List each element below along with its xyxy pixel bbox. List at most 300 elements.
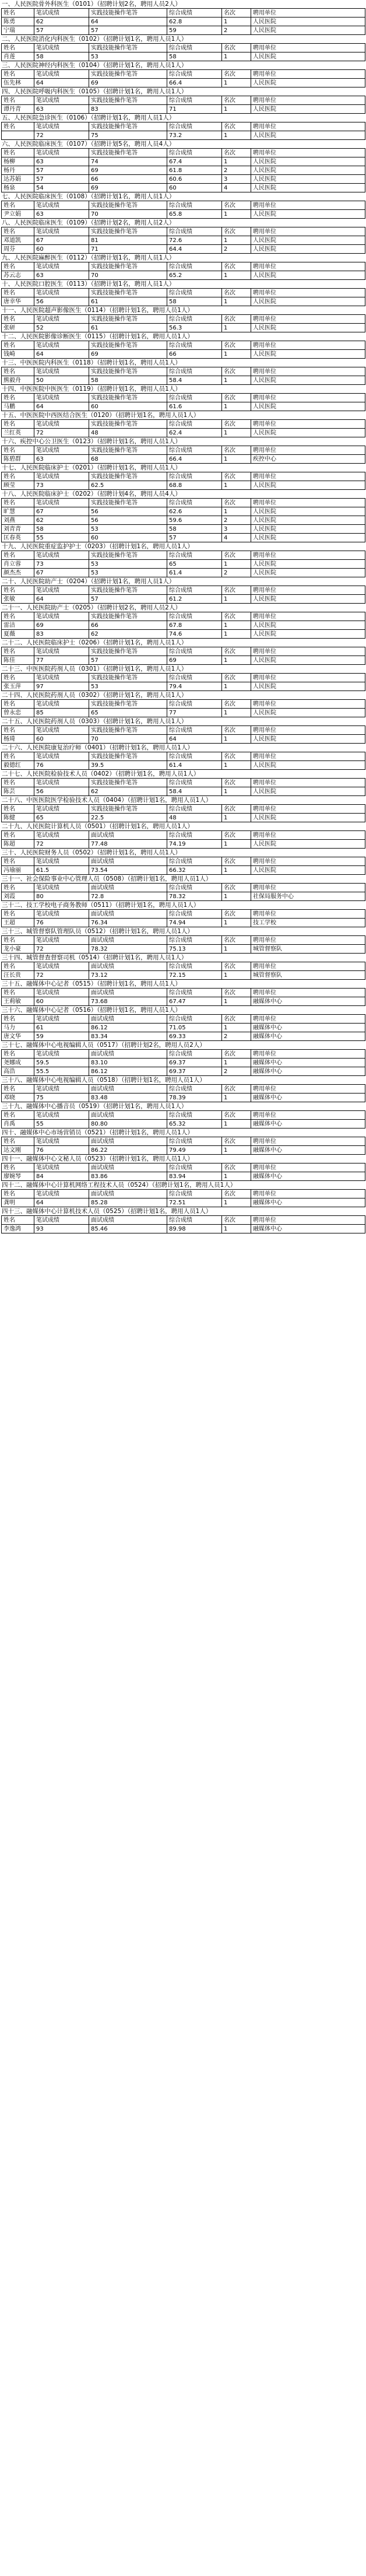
cell-rank: 1 (222, 682, 251, 691)
table-row (2, 1146, 365, 1155)
table-row (2, 840, 365, 849)
cell-total-score: 62.8 (167, 17, 222, 26)
table-row (2, 455, 365, 464)
header-cell-practical-or-interview-score: 面试成绩 (89, 989, 167, 997)
cell-total-score: 79.49 (167, 1146, 222, 1155)
table-row (2, 1059, 365, 1067)
cell-rank: 2 (222, 1032, 251, 1041)
header-cell-written-score: 笔试成绩 (34, 1216, 89, 1225)
results-table (1, 726, 365, 744)
header-cell-employer: 聘用单位 (251, 831, 365, 840)
cell-total-score: 69.37 (167, 1059, 222, 1067)
cell-written-score: 64 (34, 1198, 89, 1207)
header-cell-written-score: 笔试成绩 (34, 227, 89, 236)
cell-total-score: 65.8 (167, 210, 222, 219)
cell-practical-or-interview-score: 66 (89, 175, 167, 184)
header-cell-total-score: 综合成绩 (167, 122, 222, 131)
header-cell-total-score: 综合成绩 (167, 910, 222, 919)
cell-practical-or-interview-score: 72.8 (89, 892, 167, 901)
header-cell-name: 姓名 (2, 1111, 34, 1120)
cell-practical-or-interview-score: 73.54 (89, 866, 167, 875)
header-cell-name: 姓名 (2, 779, 34, 787)
cell-total-score: 83.94 (167, 1172, 222, 1181)
header-cell-name: 姓名 (2, 499, 34, 507)
section-title: 三十九、融媒体中心播音员（0519）（招聘计划1名，聘用人员1人） (2, 1103, 188, 1110)
results-table (1, 752, 365, 770)
cell-practical-or-interview-score: 61 (89, 324, 167, 332)
header-cell-name: 姓名 (2, 936, 34, 945)
header-cell-rank: 名次 (222, 262, 251, 271)
cell-total-score: 66.4 (167, 79, 222, 87)
results-table (1, 699, 365, 717)
header-cell-written-score: 笔试成绩 (34, 1085, 89, 1094)
cell-employer: 人民医院 (251, 324, 365, 332)
header-cell-name: 姓名 (2, 910, 34, 919)
header-cell-employer: 聘用单位 (251, 1015, 365, 1024)
header-cell-employer: 聘用单位 (251, 612, 365, 621)
cell-rank: 1 (222, 840, 251, 849)
cell-total-score: 58 (167, 525, 222, 534)
cell-total-score: 65.2 (167, 271, 222, 280)
cell-employer: 城管督察队 (251, 945, 365, 954)
header-cell-practical-or-interview-score: 面试成绩 (89, 1111, 167, 1120)
table-row (2, 175, 365, 184)
cell-practical-or-interview-score: 70 (89, 271, 167, 280)
header-cell-practical-or-interview-score: 面试成绩 (89, 910, 167, 919)
cell-employer: 融媒体中心 (251, 1094, 365, 1102)
header-cell-total-score: 综合成绩 (167, 1050, 222, 1059)
header-cell-employer: 聘用单位 (251, 315, 365, 324)
header-cell-total-score: 综合成绩 (167, 315, 222, 324)
header-cell-employer: 聘用单位 (251, 989, 365, 997)
cell-practical-or-interview-score: 83.34 (89, 1032, 167, 1041)
header-cell-employer: 聘用单位 (251, 884, 365, 892)
cell-rank: 1 (222, 761, 251, 770)
table-header-row (2, 779, 365, 787)
header-cell-employer: 聘用单位 (251, 1085, 365, 1094)
cell-rank: 1 (222, 735, 251, 744)
cell-employer: 人民医院 (251, 735, 365, 744)
cell-rank: 3 (222, 525, 251, 534)
table-header-row (2, 149, 365, 157)
header-cell-employer: 聘用单位 (251, 805, 365, 814)
cell-name: 刘霞 (2, 892, 34, 901)
table-row (2, 1032, 365, 1041)
cell-rank: 1 (222, 350, 251, 359)
cell-written-score: 57 (34, 175, 89, 184)
cell-total-score: 67.8 (167, 621, 222, 630)
cell-practical-or-interview-score: 62 (89, 630, 167, 639)
cell-written-score: 63 (34, 210, 89, 219)
cell-practical-or-interview-score: 70 (89, 735, 167, 744)
header-cell-employer: 聘用单位 (251, 341, 365, 350)
results-table (1, 498, 365, 542)
section-title: 十八、人民医院临床护士（0202）（招聘计划4名，聘用人员4人） (2, 490, 181, 497)
table-header-row (2, 499, 365, 507)
section-title: 二十二、人民医院临床护士（0206）（招聘计划1名，聘用人员1人） (2, 639, 188, 646)
cell-practical-or-interview-score: 74 (89, 157, 167, 166)
header-cell-written-score: 笔试成绩 (34, 647, 89, 656)
header-cell-total-score: 综合成绩 (167, 9, 222, 17)
cell-name: 苏云志 (2, 271, 34, 280)
section-title: 三十六、融媒体中心记者（0516）（招聘计划1名，聘用人员1人） (2, 1007, 181, 1014)
header-cell-total-score: 综合成绩 (167, 647, 222, 656)
cell-name: 达苏娟 (2, 175, 34, 184)
header-cell-name: 姓名 (2, 1015, 34, 1024)
header-cell-total-score: 综合成绩 (167, 420, 222, 429)
results-table (1, 612, 365, 639)
results-table (1, 288, 365, 306)
section-title: 十六、疾控中心公卫医生（0123）（招聘计划1名，聘用人员1人） (2, 438, 181, 445)
header-cell-rank: 名次 (222, 341, 251, 350)
table-row (2, 1198, 365, 1207)
header-cell-employer: 聘用单位 (251, 674, 365, 682)
cell-total-score: 58.4 (167, 787, 222, 796)
header-cell-employer: 聘用单位 (251, 149, 365, 157)
results-table (1, 1014, 365, 1041)
header-cell-practical-or-interview-score: 实践技能操作笔答 (89, 9, 167, 17)
cell-practical-or-interview-score: 83.86 (89, 1172, 167, 1181)
cell-written-score: 63 (34, 157, 89, 166)
cell-rank: 2 (222, 569, 251, 577)
cell-practical-or-interview-score: 69 (89, 350, 167, 359)
results-document (0, 0, 366, 1233)
cell-total-score: 62.4 (167, 429, 222, 437)
header-cell-practical-or-interview-score: 实践技能操作笔答 (89, 779, 167, 787)
cell-employer: 技工学校 (251, 919, 365, 927)
cell-name: 熊毅舟 (2, 376, 34, 385)
header-cell-rank: 名次 (222, 149, 251, 157)
header-cell-rank: 名次 (222, 499, 251, 507)
cell-written-score: 56 (34, 787, 89, 796)
header-cell-total-score: 综合成绩 (167, 1085, 222, 1094)
cell-total-score: 67.4 (167, 157, 222, 166)
header-cell-employer: 聘用单位 (251, 910, 365, 919)
cell-practical-or-interview-score: 78.32 (89, 945, 167, 954)
header-cell-written-score: 笔试成绩 (34, 201, 89, 210)
cell-employer: 人民医院 (251, 595, 365, 604)
cell-written-score: 72 (34, 945, 89, 954)
section-title: 三十、人民医院财务人员（0502）（招聘计划1名，聘用人员1人） (2, 849, 181, 856)
header-cell-employer: 聘用单位 (251, 227, 365, 236)
cell-rank: 1 (222, 945, 251, 954)
header-cell-total-score: 综合成绩 (167, 612, 222, 621)
header-cell-total-score: 综合成绩 (167, 1137, 222, 1146)
header-cell-written-score: 笔试成绩 (34, 962, 89, 971)
table-header-row (2, 394, 365, 402)
cell-employer: 人民医院 (251, 429, 365, 437)
header-cell-name: 姓名 (2, 9, 34, 17)
cell-rank: 1 (222, 17, 251, 26)
section-title: 十三、中医医院内科医生（0118）（招聘计划1名，聘用人员1人） (2, 359, 181, 366)
header-cell-rank: 名次 (222, 1216, 251, 1225)
header-cell-practical-or-interview-score: 实践技能操作笔答 (89, 315, 167, 324)
cell-written-score: 77 (34, 656, 89, 665)
cell-employer: 人民医院 (251, 157, 365, 166)
table-header-row (2, 70, 365, 79)
section-title: 十、人民医院口腔医生（0113）（招聘计划1名，聘用人员1人） (2, 281, 175, 288)
header-cell-employer: 聘用单位 (251, 647, 365, 656)
header-cell-practical-or-interview-score: 面试成绩 (89, 1015, 167, 1024)
section-title: 十二、人民医院影像诊断医生（0115）（招聘计划1名，聘用人员1人） (2, 333, 193, 340)
cell-name: 兰红英 (2, 429, 34, 437)
cell-employer: 人民医院 (251, 569, 365, 577)
header-cell-practical-or-interview-score: 实践技能操作笔答 (89, 674, 167, 682)
table-header-row (2, 367, 365, 376)
cell-rank: 1 (222, 376, 251, 385)
cell-practical-or-interview-score: 83.10 (89, 1059, 167, 1067)
table-row (2, 481, 365, 490)
header-cell-total-score: 综合成绩 (167, 394, 222, 402)
header-cell-rank: 名次 (222, 1015, 251, 1024)
section-title: 四十、融媒体中心市场营销员（0521）（招聘计划1名，聘用人员1人） (2, 1129, 193, 1136)
cell-name: 钱崎 (2, 350, 34, 359)
results-table (1, 314, 365, 332)
header-cell-name: 姓名 (2, 289, 34, 297)
table-row (2, 402, 365, 411)
header-cell-employer: 聘用单位 (251, 700, 365, 709)
cell-practical-or-interview-score: 73.12 (89, 971, 167, 980)
cell-name: 陈勇 (2, 17, 34, 26)
header-cell-employer: 聘用单位 (251, 44, 365, 52)
table-header-row (2, 1085, 365, 1094)
table-header-row (2, 262, 365, 271)
table-row (2, 656, 365, 665)
cell-rank: 1 (222, 157, 251, 166)
header-cell-written-score: 笔试成绩 (34, 752, 89, 761)
header-cell-written-score: 笔试成绩 (34, 394, 89, 402)
cell-written-score: 56 (34, 297, 89, 306)
cell-written-score: 59.5 (34, 1059, 89, 1067)
cell-employer: 人民医院 (251, 105, 365, 114)
header-cell-practical-or-interview-score: 面试成绩 (89, 1163, 167, 1172)
table-row (2, 525, 365, 534)
cell-employer: 人民医院 (251, 630, 365, 639)
cell-practical-or-interview-score: 83 (89, 105, 167, 114)
header-cell-written-score: 笔试成绩 (34, 1190, 89, 1198)
header-cell-employer: 聘用单位 (251, 857, 365, 866)
table-row (2, 971, 365, 980)
cell-total-score: 69.33 (167, 1032, 222, 1041)
header-cell-total-score: 综合成绩 (167, 1015, 222, 1024)
header-cell-practical-or-interview-score: 面试成绩 (89, 1216, 167, 1225)
cell-total-score: 68.8 (167, 481, 222, 490)
cell-name: 龚明 (2, 1198, 34, 1207)
header-cell-employer: 聘用单位 (251, 499, 365, 507)
cell-rank: 1 (222, 787, 251, 796)
cell-written-score: 65 (34, 814, 89, 822)
header-cell-practical-or-interview-score: 实践技能操作笔答 (89, 612, 167, 621)
cell-total-score: 74.19 (167, 840, 222, 849)
header-cell-rank: 名次 (222, 96, 251, 105)
table-row (2, 210, 365, 219)
table-row (2, 271, 365, 280)
cell-rank: 2 (222, 245, 251, 254)
cell-written-score: 97 (34, 682, 89, 691)
header-cell-practical-or-interview-score: 实践技能操作笔答 (89, 70, 167, 79)
section-title: 四十一、融媒体中心文秘人员（0523）（招聘计划1名，聘用人员1人） (2, 1155, 193, 1162)
cell-name: 刘青青 (2, 525, 34, 534)
header-cell-total-score: 综合成绩 (167, 884, 222, 892)
header-cell-name: 姓名 (2, 70, 34, 79)
header-cell-total-score: 综合成绩 (167, 472, 222, 481)
header-cell-total-score: 综合成绩 (167, 149, 222, 157)
header-cell-rank: 名次 (222, 394, 251, 402)
cell-name: 宁瑞 (2, 26, 34, 35)
table-row (2, 761, 365, 770)
cell-name: 张玉萍 (2, 682, 34, 691)
cell-rank: 1 (222, 814, 251, 822)
table-header-row (2, 700, 365, 709)
section-title: 三十四、城管督查督察司机（0514）（招聘计划1名，聘用人员1人） (2, 954, 188, 961)
header-cell-name: 姓名 (2, 1085, 34, 1094)
header-cell-rank: 名次 (222, 420, 251, 429)
cell-employer: 人民医院 (251, 814, 365, 822)
header-cell-written-score: 笔试成绩 (34, 1163, 89, 1172)
cell-practical-or-interview-score: 86.22 (89, 1146, 167, 1155)
cell-name: 王莉敏 (2, 997, 34, 1006)
table-row (2, 534, 365, 542)
results-table (1, 367, 365, 385)
cell-total-score: 61.6 (167, 402, 222, 411)
header-cell-practical-or-interview-score: 实践技能操作笔答 (89, 227, 167, 236)
cell-practical-or-interview-score: 58 (89, 376, 167, 385)
header-cell-rank: 名次 (222, 700, 251, 709)
cell-employer: 融媒体中心 (251, 1067, 365, 1076)
header-cell-total-score: 综合成绩 (167, 962, 222, 971)
cell-rank: 1 (222, 507, 251, 516)
cell-name: 唐幸华 (2, 297, 34, 306)
cell-practical-or-interview-score: 64 (89, 17, 167, 26)
header-cell-written-score: 笔试成绩 (34, 499, 89, 507)
header-cell-practical-or-interview-score: 实践技能操作笔答 (89, 586, 167, 595)
cell-employer: 融媒体中心 (251, 1198, 365, 1207)
cell-name: 龙小豪 (2, 945, 34, 954)
header-cell-practical-or-interview-score: 面试成绩 (89, 1137, 167, 1146)
cell-total-score: 59 (167, 26, 222, 35)
header-cell-rank: 名次 (222, 551, 251, 560)
cell-written-score: 72 (34, 429, 89, 437)
header-cell-name: 姓名 (2, 700, 34, 709)
header-cell-written-score: 笔试成绩 (34, 96, 89, 105)
header-cell-rank: 名次 (222, 44, 251, 52)
cell-name: 匡春英 (2, 534, 34, 542)
table-row (2, 595, 365, 604)
cell-written-score: 60 (34, 245, 89, 254)
cell-name: 肖莲 (2, 52, 34, 61)
table-header-row (2, 341, 365, 350)
cell-employer: 人民医院 (251, 525, 365, 534)
header-cell-employer: 聘用单位 (251, 201, 365, 210)
header-cell-written-score: 笔试成绩 (34, 315, 89, 324)
cell-practical-or-interview-score: 62.5 (89, 481, 167, 490)
results-table (1, 43, 365, 61)
cell-practical-or-interview-score: 80.80 (89, 1120, 167, 1128)
header-cell-rank: 名次 (222, 989, 251, 997)
section-title: 三十三、城管督察队管理队员（0512）（招聘计划1名，聘用人员1人） (2, 928, 193, 935)
cell-name: 陈健 (2, 814, 34, 822)
cell-name: 周芬 (2, 245, 34, 254)
section-title: 七、人民医院临床医生（0108）（招聘计划1名，聘用人员1人） (2, 193, 175, 200)
cell-employer: 人民医院 (251, 402, 365, 411)
results-table (1, 778, 365, 796)
header-cell-total-score: 综合成绩 (167, 44, 222, 52)
header-cell-practical-or-interview-score: 实践技能操作笔答 (89, 341, 167, 350)
header-cell-name: 姓名 (2, 989, 34, 997)
header-cell-rank: 名次 (222, 1085, 251, 1094)
cell-written-score: 55 (34, 1120, 89, 1128)
section-title: 十七、人民医院临床护士（0201）（招聘计划1名，聘用人员1人） (2, 464, 181, 471)
header-cell-name: 姓名 (2, 1163, 34, 1172)
cell-total-score: 61.8 (167, 166, 222, 175)
header-cell-written-score: 笔试成绩 (34, 262, 89, 271)
cell-practical-or-interview-score: 61 (89, 297, 167, 306)
header-cell-employer: 聘用单位 (251, 726, 365, 735)
cell-written-score: 76 (34, 761, 89, 770)
results-table (1, 148, 365, 192)
cell-written-score: 76 (34, 1146, 89, 1155)
cell-practical-or-interview-score: 56 (89, 507, 167, 516)
header-cell-rank: 名次 (222, 805, 251, 814)
table-header-row (2, 289, 365, 297)
section-title: 二十五、人民医院药剂人员（0303）（招聘计划1名，聘用人员1人） (2, 718, 188, 725)
cell-total-score: 74.94 (167, 919, 222, 927)
cell-employer: 人民医院 (251, 507, 365, 516)
cell-name: 尹立娟 (2, 210, 34, 219)
cell-employer: 人民医院 (251, 534, 365, 542)
cell-written-score: 62 (34, 516, 89, 525)
cell-name: 张研 (2, 324, 34, 332)
table-row (2, 787, 365, 796)
header-cell-rank: 名次 (222, 936, 251, 945)
header-cell-employer: 聘用单位 (251, 96, 365, 105)
header-cell-employer: 聘用单位 (251, 962, 365, 971)
table-row (2, 892, 365, 901)
header-cell-written-score: 笔试成绩 (34, 1050, 89, 1059)
cell-total-score: 66.4 (167, 455, 222, 464)
header-cell-name: 姓名 (2, 472, 34, 481)
header-cell-name: 姓名 (2, 96, 34, 105)
header-cell-employer: 聘用单位 (251, 551, 365, 560)
cell-employer: 融媒体中心 (251, 1172, 365, 1181)
table-header-row (2, 752, 365, 761)
header-cell-rank: 名次 (222, 1050, 251, 1059)
cell-practical-or-interview-score: 85.28 (89, 1198, 167, 1207)
cell-name: 达文刚 (2, 1146, 34, 1155)
cell-name: 杨琦 (2, 735, 34, 744)
header-cell-practical-or-interview-score: 实践技能操作笔答 (89, 262, 167, 271)
results-table (1, 1215, 365, 1233)
header-cell-name: 姓名 (2, 394, 34, 402)
cell-name: 刘燕 (2, 516, 34, 525)
header-cell-total-score: 综合成绩 (167, 989, 222, 997)
header-cell-employer: 聘用单位 (251, 9, 365, 17)
section-title: 三、人民医院神经内科医生（0104）（招聘计划1名，聘用人员1人） (2, 62, 188, 69)
header-cell-rank: 名次 (222, 1190, 251, 1198)
table-row (2, 997, 365, 1006)
cell-total-score: 69.37 (167, 1067, 222, 1076)
results-table (1, 472, 365, 490)
table-header-row (2, 910, 365, 919)
header-cell-total-score: 综合成绩 (167, 262, 222, 271)
results-table (1, 201, 365, 219)
table-row (2, 560, 365, 569)
header-cell-total-score: 综合成绩 (167, 1111, 222, 1120)
header-cell-rank: 名次 (222, 1137, 251, 1146)
header-cell-rank: 名次 (222, 884, 251, 892)
cell-name: 杨泉 (2, 184, 34, 192)
cell-rank: 1 (222, 1172, 251, 1181)
